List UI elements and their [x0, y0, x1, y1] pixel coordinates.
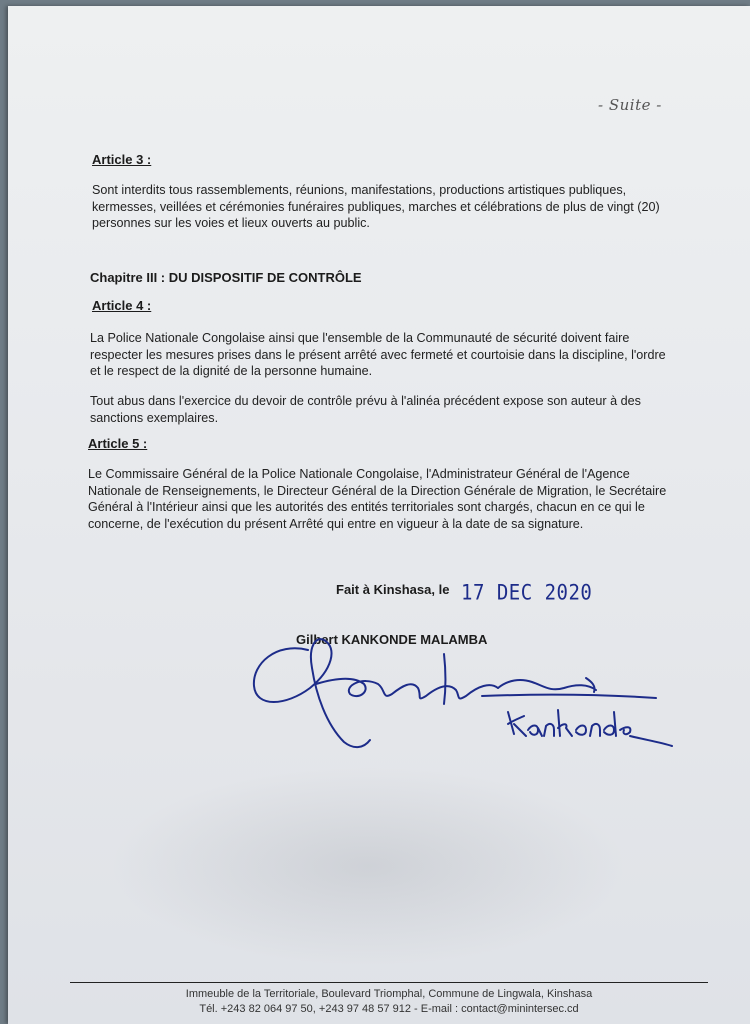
article-4-paragraph-1 [90, 330, 696, 380]
article-3-line: personnes sur les voies et lieux ouverts au public. [92, 216, 370, 230]
continuation-mark: - Suite - [598, 96, 662, 114]
article-4-paragraph-2 [90, 393, 696, 426]
article-4-line: respecter les mesures prises dans le présent arrêté avec fermeté et courtoisie dans la discipline, l'ordre [90, 347, 666, 362]
article-5-body [88, 466, 696, 532]
article-4-line: La Police Nationale Congolaise ainsi que l'ensemble de la Communauté de sécurité doivent faire [90, 331, 630, 345]
article-4-title: Article 4 : [92, 298, 152, 313]
article-5-line: Nationale de Renseignements, le Directeur Général de la Direction Générale de Migration, le Secrétaire [88, 483, 667, 498]
article-4-line: sanctions exemplaires. [90, 410, 219, 425]
article-4-line: Tout abus dans l'exercice du devoir de contrôle prévu à l'alinéa précédent expose son auteur à des [90, 394, 641, 408]
place-of-signing: Fait à Kinshasa, le [336, 582, 450, 597]
article-4-line: et le respect de la dignité de la personne humaine. [90, 364, 373, 378]
footer-rule [70, 982, 708, 983]
chapter-3-title: Chapitre III : DU DISPOSITIF DE CONTRÔLE [90, 270, 362, 285]
footer-address: Immeuble de la Territoriale, Boulevard Triomphal, Commune de Lingwala, Kinshasa [185, 988, 593, 1000]
article-3-line: kermesses, veillées et cérémonies funéraires publiques, marches et célébrations de plus de vingt (20) [92, 199, 660, 214]
article-5-line: concerne, de l'exécution du présent Arrêté qui entre en vigueur à la date de sa signature. [88, 516, 584, 531]
handwritten-signature [246, 624, 686, 754]
article-3-title: Article 3 : [92, 152, 152, 167]
article-3-body [92, 182, 696, 232]
article-5-line: Le Commissaire Général de la Police Nationale Congolaise, l'Administrateur Général de l'Agence [88, 467, 630, 481]
article-5-title: Article 5 : [88, 436, 148, 451]
footer-contact: Tél. +243 82 064 97 50, +243 97 48 57 912 - E-mail : contact@minintersec.cd [199, 1003, 579, 1015]
article-3-line: Sont interdits tous rassemblements, réunions, manifestations, productions artistiques publiques, [92, 183, 627, 197]
date-stamp: 17 DEC 2020 [461, 580, 593, 606]
article-5-line: Général à l'Intérieur ainsi que les autorités des entités territoriales sont chargés, chacun en ce qui le [88, 500, 645, 514]
photo-shadow [108, 766, 628, 966]
document-page [8, 6, 750, 1024]
signer-name: Gilbert KANKONDE MALAMBA [296, 632, 488, 647]
